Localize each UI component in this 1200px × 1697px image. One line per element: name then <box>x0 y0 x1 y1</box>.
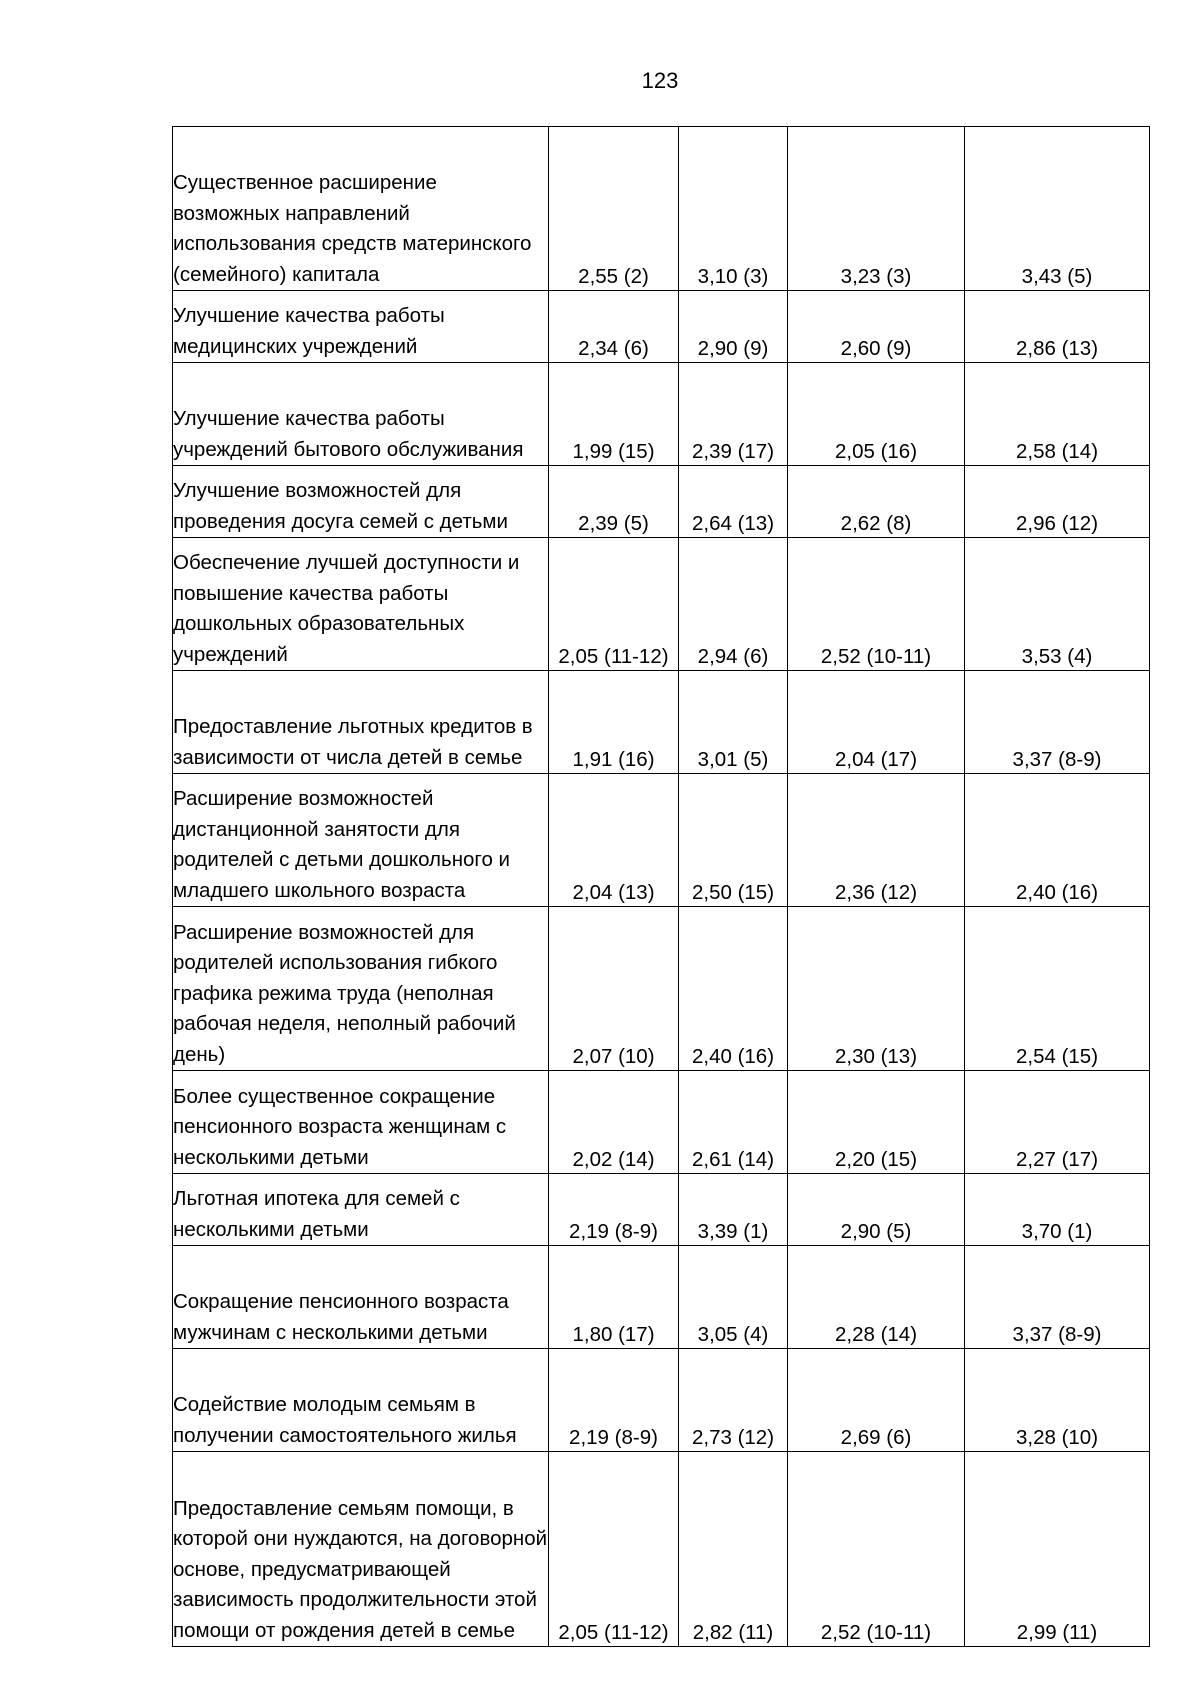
row-label: Улучшение качества работы медицинских учреждений <box>173 291 549 363</box>
row-label: Содействие молодым семьям в получении самостоятельного жилья <box>173 1349 549 1452</box>
table-row <box>173 1246 1150 1349</box>
table-row <box>173 363 1150 466</box>
value-cell: 2,39 (5) <box>549 466 679 538</box>
value-cell: 2,04 (17) <box>788 671 965 774</box>
value-cell: 2,60 (9) <box>788 291 965 363</box>
value-cell: 2,55 (2) <box>549 127 679 291</box>
value-cell: 2,40 (16) <box>965 774 1150 907</box>
value-cell: 2,04 (13) <box>549 774 679 907</box>
table-row <box>173 774 1150 907</box>
row-label: Льготная ипотека для семей с несколькими детьми <box>173 1174 549 1246</box>
value-cell: 2,05 (11-12) <box>549 538 679 671</box>
table-row <box>173 1174 1150 1246</box>
value-cell: 2,54 (15) <box>965 907 1150 1071</box>
page-number: 123 <box>641 68 679 93</box>
value-cell: 3,53 (4) <box>965 538 1150 671</box>
value-cell: 2,99 (11) <box>965 1452 1150 1647</box>
value-cell: 3,01 (5) <box>679 671 788 774</box>
row-label: Расширение возможностей дистанционной занятости для родителей с детьми дошкольного и младшего школьного возраста <box>173 774 549 907</box>
value-cell: 2,52 (10-11) <box>788 1452 965 1647</box>
value-cell: 1,99 (15) <box>549 363 679 466</box>
value-cell: 2,40 (16) <box>679 907 788 1071</box>
value-cell: 2,27 (17) <box>965 1071 1150 1174</box>
value-cell: 2,07 (10) <box>549 907 679 1071</box>
value-cell: 1,80 (17) <box>549 1246 679 1349</box>
value-cell: 2,64 (13) <box>679 466 788 538</box>
value-cell: 2,90 (5) <box>788 1174 965 1246</box>
table-row <box>173 291 1150 363</box>
value-cell: 3,37 (8-9) <box>965 671 1150 774</box>
value-cell: 2,19 (8-9) <box>549 1174 679 1246</box>
value-cell: 2,05 (16) <box>788 363 965 466</box>
table-row <box>173 671 1150 774</box>
table-row <box>173 1349 1150 1452</box>
value-cell: 2,94 (6) <box>679 538 788 671</box>
value-cell: 2,30 (13) <box>788 907 965 1071</box>
row-label: Существенное расширение возможных направлений использования средств материнского (семейного) капитала <box>173 127 549 291</box>
value-cell: 2,50 (15) <box>679 774 788 907</box>
value-cell: 1,91 (16) <box>549 671 679 774</box>
row-label: Более существенное сокращение пенсионного возраста женщинам с несколькими детьми <box>173 1071 549 1174</box>
value-cell: 2,02 (14) <box>549 1071 679 1174</box>
table-row <box>173 127 1150 291</box>
row-label: Улучшение возможностей для проведения досуга семей с детьми <box>173 466 549 538</box>
value-cell: 3,39 (1) <box>679 1174 788 1246</box>
value-cell: 2,82 (11) <box>679 1452 788 1647</box>
value-cell: 3,43 (5) <box>965 127 1150 291</box>
table-row <box>173 1452 1150 1647</box>
row-label: Обеспечение лучшей доступности и повышение качества работы дошкольных образовательных учреждений <box>173 538 549 671</box>
table-row <box>173 538 1150 671</box>
value-cell: 3,37 (8-9) <box>965 1246 1150 1349</box>
value-cell: 2,58 (14) <box>965 363 1150 466</box>
value-cell: 2,39 (17) <box>679 363 788 466</box>
value-cell: 3,23 (3) <box>788 127 965 291</box>
value-cell: 3,10 (3) <box>679 127 788 291</box>
table-row <box>173 907 1150 1071</box>
row-label: Предоставление льготных кредитов в зависимости от числа детей в семье <box>173 671 549 774</box>
value-cell: 2,73 (12) <box>679 1349 788 1452</box>
value-cell: 2,96 (12) <box>965 466 1150 538</box>
value-cell: 2,62 (8) <box>788 466 965 538</box>
row-label: Предоставление семьям помощи, в которой они нуждаются, на договорной основе, предусматривающей зависимость продолжительности этой помощи от рождения детей в семье <box>173 1452 549 1647</box>
value-cell: 2,36 (12) <box>788 774 965 907</box>
value-cell: 3,28 (10) <box>965 1349 1150 1452</box>
value-cell: 2,34 (6) <box>549 291 679 363</box>
table-row <box>173 466 1150 538</box>
value-cell: 2,19 (8-9) <box>549 1349 679 1452</box>
row-label: Улучшение качества работы учреждений бытового обслуживания <box>173 363 549 466</box>
value-cell: 2,61 (14) <box>679 1071 788 1174</box>
value-cell: 2,86 (13) <box>965 291 1150 363</box>
row-label: Расширение возможностей для родителей использования гибкого графика режима труда (неполная рабочая неделя, неполный рабочий день) <box>173 907 549 1071</box>
value-cell: 2,05 (11-12) <box>549 1452 679 1647</box>
table-row <box>173 1071 1150 1174</box>
row-label: Сокращение пенсионного возраста мужчинам с несколькими детьми <box>173 1246 549 1349</box>
value-cell: 3,70 (1) <box>965 1174 1150 1246</box>
measures-table <box>172 126 1150 1647</box>
value-cell: 2,90 (9) <box>679 291 788 363</box>
value-cell: 2,52 (10-11) <box>788 538 965 671</box>
value-cell: 2,69 (6) <box>788 1349 965 1452</box>
value-cell: 3,05 (4) <box>679 1246 788 1349</box>
value-cell: 2,20 (15) <box>788 1071 965 1174</box>
value-cell: 2,28 (14) <box>788 1246 965 1349</box>
